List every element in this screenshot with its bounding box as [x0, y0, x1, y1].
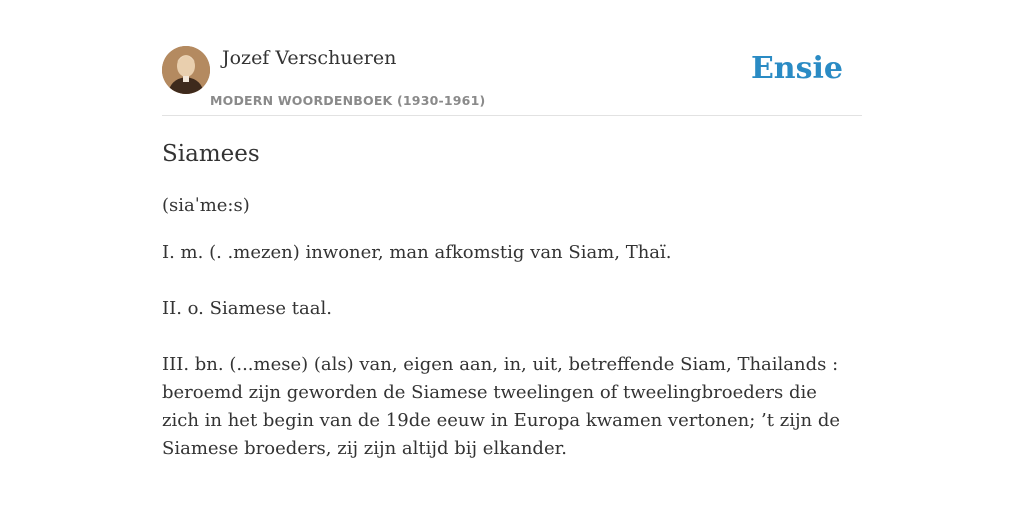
entry-card	[162, 0, 862, 512]
entry-title: Siamees	[162, 141, 260, 167]
header-divider	[162, 115, 862, 116]
pronunciation: (siaˈme:s)	[162, 195, 250, 216]
sense-3: III. bn. (...mese) (als) van, eigen aan, in, uit, betreffende Siam, Thailands : beroemd zijn geworden de Siamese tweelingen of tweelingbroeders die zich in het begin van de 19de eeuw in Europa kwamen vertonen; ’t zijn de Siamese broeders, zij zijn altijd bij elkander.	[162, 354, 841, 459]
ensie-logo[interactable]: Ensie	[750, 51, 843, 86]
sense-1: I. m. (. .mezen) inwoner, man afkomstig van Siam, Thaï.	[162, 242, 672, 263]
author-name[interactable]: Jozef Verschueren	[222, 47, 397, 69]
sense-2: II. o. Siamese taal.	[162, 298, 332, 319]
portrait-icon	[162, 46, 210, 94]
source-dictionary[interactable]: MODERN WOORDENBOEK (1930-1961)	[210, 93, 486, 108]
author-avatar[interactable]	[162, 46, 210, 94]
